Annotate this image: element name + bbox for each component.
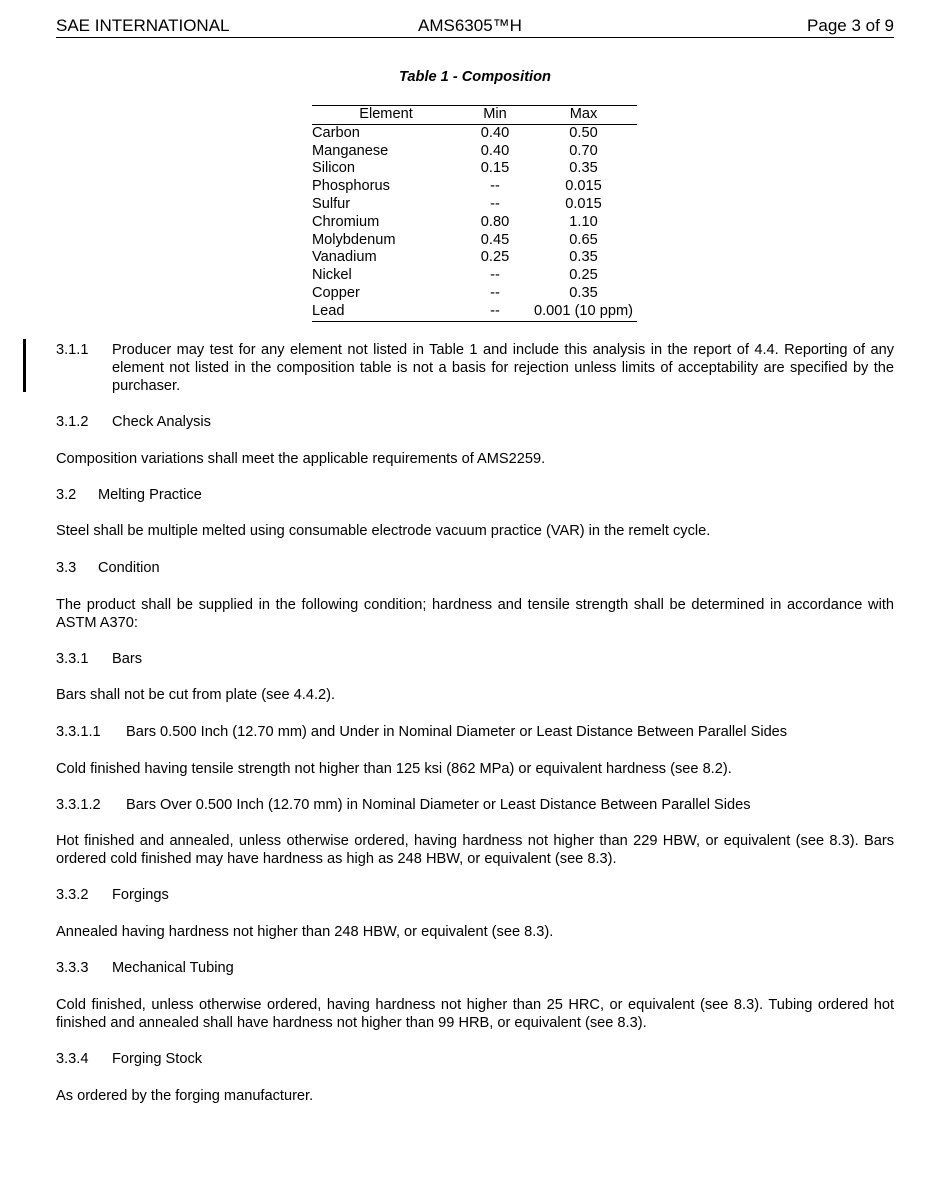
cell-min: -- <box>490 267 500 284</box>
section-title: Bars Over 0.500 Inch (12.70 mm) in Nominal Diameter or Least Distance Between Parallel Sides <box>126 797 751 813</box>
section-title: Mechanical Tubing <box>112 960 234 976</box>
cell-min: 0.40 <box>480 142 510 159</box>
cell-min: -- <box>490 178 500 195</box>
paragraph-3-3-2: Annealed having hardness not higher than 248 HBW, or equivalent (see 8.3). <box>56 924 554 940</box>
header-page-number: Page 3 of 9 <box>807 16 894 35</box>
cell-max: 0.25 <box>569 267 598 284</box>
cell-max: 0.65 <box>569 231 598 248</box>
heading-3-1-2 <box>56 413 894 431</box>
table-title: Table 1 - Composition <box>399 69 551 85</box>
cell-element: Chromium <box>312 213 380 230</box>
cell-max: 0.015 <box>565 178 602 195</box>
heading-3-3-1 <box>56 650 894 668</box>
section-title: Forgings <box>112 887 169 903</box>
cell-min: 0.25 <box>480 249 510 266</box>
cell-max: 0.70 <box>569 142 598 159</box>
table-row <box>312 143 637 161</box>
header-document-number: AMS6305™H <box>418 16 522 35</box>
table-row <box>312 196 637 214</box>
heading-3-3-3 <box>56 959 894 977</box>
paragraph-3-2: Steel shall be multiple melted using consumable electrode vacuum practice (VAR) in the remelt cycle. <box>56 523 711 539</box>
heading-3-2 <box>56 486 894 504</box>
section-number: 3.3.3 <box>56 960 89 976</box>
cell-element: Carbon <box>312 124 360 141</box>
section-number: 3.3.1.1 <box>56 724 101 740</box>
heading-3-3-4 <box>56 1050 894 1068</box>
section-3-1-1 <box>56 341 894 395</box>
table-row <box>312 267 637 285</box>
paragraph-3-1-2: Composition variations shall meet the applicable requirements of AMS2259. <box>56 451 546 467</box>
paragraph-3-3-3: Cold finished, unless otherwise ordered, having hardness not higher than 25 HRC, or equivalent (see 8.3). Tubing ordered hot finished and annealed shall have hardness not higher than 99 HRB, or equivalent (see 8.3). <box>56 997 894 1031</box>
table-row <box>312 178 637 196</box>
table-header-row <box>312 106 637 125</box>
cell-element: Copper <box>312 284 360 301</box>
revision-change-bar <box>23 339 26 392</box>
column-header-max: Max <box>530 106 637 125</box>
cell-max: 0.35 <box>569 249 598 266</box>
section-title: Bars <box>112 651 143 667</box>
section-number: 3.3.2 <box>56 887 89 903</box>
table-row <box>312 232 637 250</box>
column-header-min: Min <box>460 106 530 125</box>
cell-element: Vanadium <box>312 249 377 266</box>
section-number: 3.1.2 <box>56 414 89 430</box>
table-row <box>312 285 637 303</box>
section-number: 3.3.4 <box>56 1051 89 1067</box>
section-title: Condition <box>98 560 160 576</box>
section-title: Forging Stock <box>112 1051 203 1067</box>
cell-max: 0.35 <box>569 284 598 301</box>
section-title: Melting Practice <box>98 487 202 503</box>
cell-max: 0.001 (10 ppm) <box>530 303 637 321</box>
cell-min: 0.45 <box>480 231 510 248</box>
table-row <box>312 303 637 321</box>
section-number: 3.3.1 <box>56 651 89 667</box>
table-row <box>312 249 637 267</box>
cell-element: Manganese <box>312 142 389 159</box>
paragraph-3-3-1-2: Hot finished and annealed, unless otherwise ordered, having hardness not higher than 229 HBW, or equivalent (see 8.3). Bars ordered cold finished may have hardness as high as 248 HBW, or equivalent (see 8.3). <box>56 833 894 867</box>
heading-3-3-1-1 <box>56 723 894 741</box>
section-title: Check Analysis <box>112 414 211 430</box>
cell-element: Molybdenum <box>312 231 396 248</box>
cell-max: 0.35 <box>569 160 598 177</box>
section-title: Bars 0.500 Inch (12.70 mm) and Under in Nominal Diameter or Least Distance Between Parallel Sides <box>126 724 788 740</box>
cell-min: 0.80 <box>480 213 510 230</box>
header-organization: SAE INTERNATIONAL <box>56 16 230 35</box>
cell-min: -- <box>460 303 530 321</box>
section-3-1-1-text: Producer may test for any element not listed in Table 1 and include this analysis in the report of 4.4. Reporting of any element not listed in the composition table is not a basis for rejection unless limits of acceptability are specified by the purchaser. <box>112 342 894 394</box>
section-number: 3.1.1 <box>56 342 89 358</box>
cell-max: 0.015 <box>565 195 602 212</box>
page-header <box>56 16 894 38</box>
table-row <box>312 214 637 232</box>
paragraph-3-3: The product shall be supplied in the following condition; hardness and tensile strength shall be determined in accordance with ASTM A370: <box>56 597 894 631</box>
composition-table <box>312 105 637 322</box>
heading-3-3-2 <box>56 886 894 904</box>
section-number: 3.3.1.2 <box>56 797 101 813</box>
table-row <box>312 124 637 142</box>
section-number: 3.3 <box>56 560 77 576</box>
column-header-element: Element <box>312 106 460 125</box>
paragraph-3-3-1: Bars shall not be cut from plate (see 4.4.2). <box>56 687 336 703</box>
section-number: 3.2 <box>56 487 77 503</box>
table-row <box>312 160 637 178</box>
cell-element: Lead <box>312 303 460 321</box>
cell-element: Sulfur <box>312 195 351 212</box>
cell-element: Silicon <box>312 160 355 177</box>
heading-3-3 <box>56 559 894 577</box>
cell-max: 0.50 <box>569 124 598 141</box>
cell-max: 1.10 <box>569 213 598 230</box>
cell-element: Phosphorus <box>312 178 390 195</box>
cell-min: 0.15 <box>480 160 510 177</box>
cell-min: -- <box>490 195 500 212</box>
cell-min: 0.40 <box>480 124 510 141</box>
paragraph-3-3-1-1: Cold finished having tensile strength not higher than 125 ksi (862 MPa) or equivalent hardness (see 8.2). <box>56 761 732 777</box>
cell-element: Nickel <box>312 267 352 284</box>
heading-3-3-1-2 <box>56 796 894 814</box>
cell-min: -- <box>490 284 500 301</box>
paragraph-3-3-4: As ordered by the forging manufacturer. <box>56 1088 314 1104</box>
